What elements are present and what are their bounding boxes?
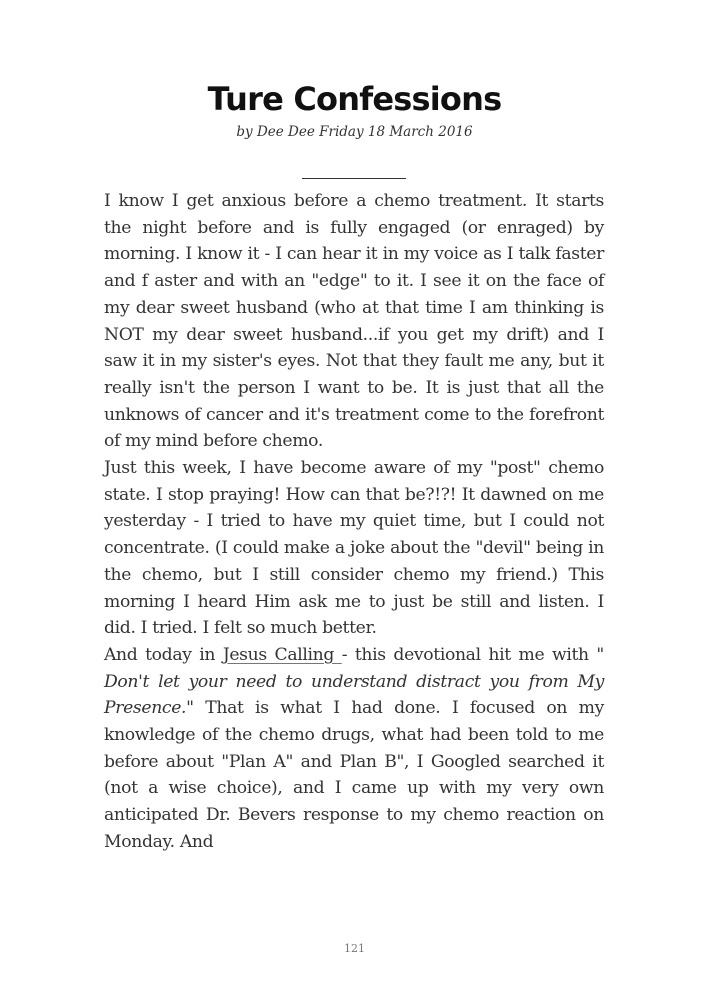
devotional-quote: Don't let your need to understand distract you from My Presence." [104,671,604,719]
paragraph-1: I know I get anxious before a chemo treatment. It starts the night before and is fully engaged (or enraged) by morning. I know it - I can hear it in my voice as I talk faster and f aster and with an "edge" to it. I see it on the face of my dear sweet husband (who at that time I am thinking is NOT my dear sweet husband...if you get my drift) and I saw it in my sister's eyes. Not that they fault me any, but it really isn't the person I want to be. It is just that all the unknows of cancer and it's treatment come to the forefront of my mind before chemo. [104,191,604,452]
paragraph-3-lead: And today in [104,644,223,665]
title-separator [302,178,406,179]
page-title: Ture Confessions [207,80,502,118]
article-body [104,188,604,856]
paragraph-3-rest: That is what I had done. I focused on my knowledge of the chemo drugs, what had been told to me before about "Plan A" and Plan B", I Googled searched it (not a wise choice), and I came up with my very own anticipated Dr. Bevers response to my chemo reaction on Monday. And [104,698,604,852]
paragraph-3 [104,642,604,856]
paragraph-3-after-link: - this devotional hit me with " [341,644,604,665]
paragraph-2: Just this week, I have become aware of my "post" chemo state. I stop praying! How can that be?!?! It dawned on me yesterday - I tried to have my quiet time, but I could not concentrate. (I could make a joke about the "devil" being in the chemo, but I still consider chemo my friend.) This morning I heard Him ask me to just be still and listen. I did. I tried. I felt so much better. [104,458,604,639]
page-number: 121 [344,942,365,955]
byline: by Dee Dee Friday 18 March 2016 [236,124,473,140]
jesus-calling-link[interactable]: Jesus Calling [222,644,342,665]
